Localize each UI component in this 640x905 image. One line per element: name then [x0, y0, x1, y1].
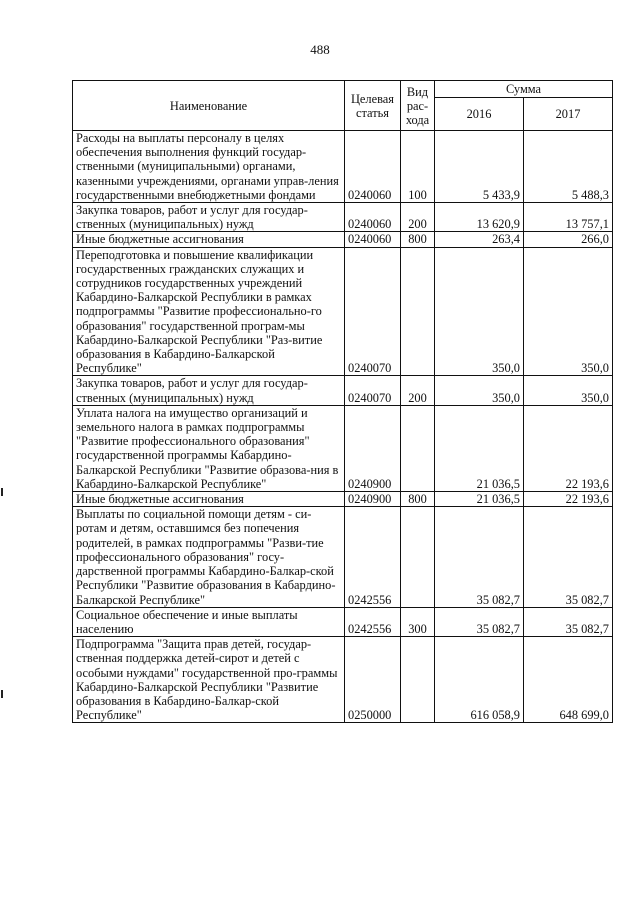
- row-name: Закупка товаров, работ и услуг для государ-ственных (муниципальных) нужд: [73, 376, 345, 405]
- row-target-code: 0240060: [345, 131, 401, 203]
- table-row: [73, 247, 613, 376]
- row-name: Уплата налога на имущество организаций и земельного налога в рамках подпрограммы "Развитие профессионального образования" государственной программы Кабардино-Балкарской Республики "Развитие образова-ния в Кабардино-Балкарской Республике": [73, 405, 345, 491]
- row-amount-2016: 616 058,9: [435, 637, 524, 723]
- row-name: Выплаты по социальной помощи детям - си-ротам и детям, оставшимся без попечения родителей, в рамках подпрограммы "Разви-тие профессионального образования" госу-дарственной программы Кабардино-Балкар-ской Республики "Развитие образования в Кабардино-Балкарской Республике": [73, 507, 345, 607]
- page-number: 488: [310, 42, 330, 57]
- table-row: [73, 203, 613, 232]
- row-amount-2017: 22 193,6: [524, 405, 613, 491]
- margin-mark: [1, 488, 3, 496]
- row-expense-kind: [401, 637, 435, 723]
- header-name: Наименование: [73, 81, 345, 131]
- row-amount-2017: 350,0: [524, 247, 613, 376]
- row-amount-2016: 21 036,5: [435, 405, 524, 491]
- row-expense-kind: 800: [401, 232, 435, 247]
- row-amount-2016: 13 620,9: [435, 203, 524, 232]
- header-year-2016: 2016: [435, 98, 524, 131]
- row-expense-kind: 800: [401, 492, 435, 507]
- header-target: Целевая статья: [345, 81, 401, 131]
- header-sum: Сумма: [435, 81, 613, 98]
- row-name: Расходы на выплаты персоналу в целях обеспечения выполнения функций государ-ственными (муниципальными) органами, казенными учреждениями, органами управ-ления государственными внебюджетными фондами: [73, 131, 345, 203]
- row-amount-2017: 35 082,7: [524, 507, 613, 607]
- table-row: [73, 376, 613, 405]
- table-row: [73, 492, 613, 507]
- row-expense-kind: [401, 247, 435, 376]
- row-name: Подпрограмма "Защита прав детей, государ-ственная поддержка детей-сирот и детей с особыми нуждами" государственной про-граммы Кабардино-Балкарской Республики "Развитие образования в Кабардино-Балкар-ской Республике": [73, 637, 345, 723]
- margin-mark: [1, 690, 3, 698]
- row-amount-2017: 5 488,3: [524, 131, 613, 203]
- row-amount-2016: 5 433,9: [435, 131, 524, 203]
- row-amount-2016: 350,0: [435, 376, 524, 405]
- row-target-code: 0240070: [345, 247, 401, 376]
- row-target-code: 0240060: [345, 232, 401, 247]
- row-expense-kind: [401, 507, 435, 607]
- row-amount-2016: 35 082,7: [435, 607, 524, 636]
- row-target-code: 0250000: [345, 637, 401, 723]
- row-amount-2017: 266,0: [524, 232, 613, 247]
- row-expense-kind: 300: [401, 607, 435, 636]
- header-year-2017: 2017: [524, 98, 613, 131]
- row-expense-kind: 200: [401, 203, 435, 232]
- table-row: [73, 405, 613, 491]
- row-name: Иные бюджетные ассигнования: [73, 232, 345, 247]
- row-amount-2016: 350,0: [435, 247, 524, 376]
- row-expense-kind: 100: [401, 131, 435, 203]
- row-target-code: 0240060: [345, 203, 401, 232]
- table-row: [73, 637, 613, 723]
- table-row: [73, 607, 613, 636]
- header-kind: Вид рас-хода: [401, 81, 435, 131]
- row-amount-2017: 22 193,6: [524, 492, 613, 507]
- row-target-code: 0240900: [345, 492, 401, 507]
- row-expense-kind: [401, 405, 435, 491]
- row-amount-2017: 648 699,0: [524, 637, 613, 723]
- row-amount-2016: 263,4: [435, 232, 524, 247]
- row-amount-2017: 13 757,1: [524, 203, 613, 232]
- row-amount-2017: 350,0: [524, 376, 613, 405]
- table-row: [73, 232, 613, 247]
- budget-table: [72, 80, 613, 723]
- row-name: Социальное обеспечение и иные выплаты населению: [73, 607, 345, 636]
- table-row: [73, 131, 613, 203]
- row-amount-2017: 35 082,7: [524, 607, 613, 636]
- row-name: Закупка товаров, работ и услуг для государ-ственных (муниципальных) нужд: [73, 203, 345, 232]
- row-target-code: 0240070: [345, 376, 401, 405]
- row-name: Иные бюджетные ассигнования: [73, 492, 345, 507]
- row-target-code: 0242556: [345, 507, 401, 607]
- row-target-code: 0242556: [345, 607, 401, 636]
- table-row: [73, 507, 613, 607]
- row-expense-kind: 200: [401, 376, 435, 405]
- row-target-code: 0240900: [345, 405, 401, 491]
- row-amount-2016: 35 082,7: [435, 507, 524, 607]
- row-name: Переподготовка и повышение квалификации государственных гражданских служащих и сотрудников государственных учреждений Кабардино-Балкарской Республики в рамках подпрограммы "Развитие профессионально-го образования" государственной програм-мы Кабардино-Балкарской Республики "Раз-витие образования в Кабардино-Балкарской Республике": [73, 247, 345, 376]
- row-amount-2016: 21 036,5: [435, 492, 524, 507]
